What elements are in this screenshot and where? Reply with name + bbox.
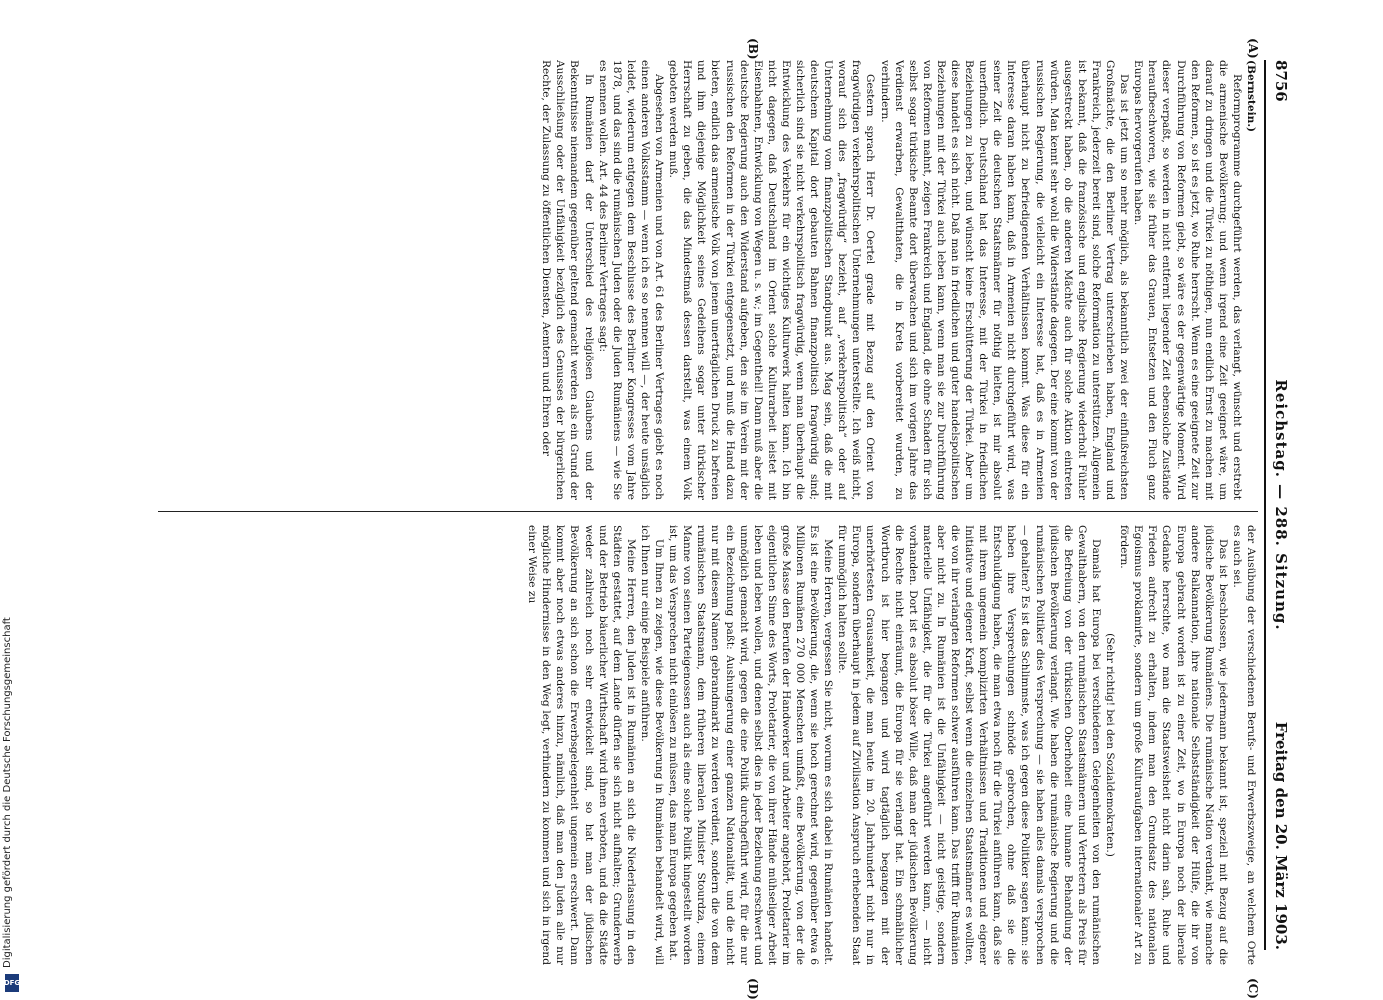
column-divider — [158, 511, 1258, 512]
paragraph: Meine Herren, vergessen Sie nicht, worum es sich dabei in Rumänien handelt. Es ist eine Bevölkerung, die, wenn sie hoch gerechnet wird, gegenüber etwa 6 Millionen Rumänen 270 000 Menschen umfaßt, eine Bevölkerung, von der die große Masse den Berufen der Handwerker und Arbeiter angehört, Proletarier im eigentlichen Sinne des Worts, Proletarier, die von ihrer Hände mühseliger Arbeit leben und leben wollen, und denen selbst dies in jeder Beziehung erschwert und unmöglich gemacht wird, gegen die eine Politik durchgeführt wird, für die nur ein Bezeichnung paßt: Aushungerung einer ganzen Nationalität, und die nicht nur mit diesem Namen gebrandmarkt zu werden verdient, sondern die von dem rumänischen Staatsmann, dem früheren liberalen Minister Stourdza, einem Manne von seinen Parteigenossen auch als eine solche Politik hingestellt worden ist, um das Versprechen nicht einlösen zu müssen, das man Europa gegeben hat. — [667, 525, 835, 965]
page-number: 8756 — [1272, 60, 1290, 102]
interjection: (Sehr richtig! bei den Sozialdemokraten.) — [1104, 633, 1117, 857]
scanned-page — [60, 30, 1300, 1000]
left-column — [158, 60, 1258, 500]
paragraph: Damals hat Europa bei verschiedenen Gelegenheiten von den rumänischen Gewalthabern, von den rumänischen Staatsmännern und Vertretern als Preis für die Befreiung von der türkischen Oberhoheit eine humane Behandlung der jüdischen Bevölkerung verlangt. Wie haben die rumänische Regierung und die rumänischen Politiker dies Versprechung — sie haben alles damals versprochen — gehalten? Es ist das Schlimmste, was ich gegen diese Politiker sagen kann: sie haben ihre Versprechungen schnöde gebrochen, ohne daß sie die Entschuldigung haben, die man etwa noch für die Türkei anführen kann, daß sie mit ihrem ungemein komplizirten Verhältnissen und Traditionen und eigener Initiative und eigener Kraft, selbst wenn die einzelnen Staatsmänner es wollten, die von ihr verlangten Reformen schwer ausführen kann. Das trifft für Rumänien aber nicht zu. In Rumänien ist die Unfähigkeit — nicht geistige, sondern materielle Unfähigkeit, die für die Türkei angeführt werden kann, — nicht vorhanden. Dort ist es absolut böser Wille, daß man der jüdischen Bevölkerung die Rechte nicht einräumt, die Europa für sie verlangt hat. Ein schmählicher Wortbruch ist hier begangen und wird tagtäglich begangen mit der unerhörtesten Grausamkeit, die man heute im 20. Jahrhundert nicht nur in Europa, sondern überhaupt in jedem auf Zivilisation Anspruch erhebenden Staat für unmöglich halten sollte. — [836, 525, 1102, 965]
paragraph: Um Ihnen zu zeigen, wie diese Bevölkerung in Rumänien behandelt wird, will ich Ihnen nur einige Beispiele anführen. — [638, 525, 666, 965]
paragraph: Meine Herren, den Juden ist in Rumänien an sich die Niederlassung in den Städten gestattet, auf dem Lande dürfen sie sich nicht aufhalten; Grunderwerb und der Betrieb bäuerlicher Wirthschaft wird ihnen verboten, und da die Städte weder zahlreich noch sehr entwickelt sind, so hat man der jüdischen Bevölkerung an sich schon die Erwerbsgelegenheit ungemein erschwert. Dann kommt aber noch etwas anderes hinzu, nämlich, daß man den Juden alle nur mögliche Hindernisse in den Weg legt, verhindern zu kommen und sich in irgend einer Weise zu — [526, 525, 637, 965]
paragraph: Abgesehen von Armenien und von Art. 61 des Berliner Vertrages giebt es noch einen anderen Volksstamm — wenn ich es so nennen will —, der heute unsäglich leidet, wiederum entgegen dem Beschlusse des Berliner Kongresses vom Jahre 1878, und das sind die rumänischen Juden oder die Juden Rumäniens — wie Sie es nennen wollen. Art. 44 des Berliner Vertrages sagt: — [596, 60, 666, 500]
session-date: Freitag den 20. März 1903. — [1272, 721, 1290, 950]
speaker-label: (Bernstein.) — [1245, 60, 1257, 133]
page-header — [1264, 60, 1292, 950]
paragraph: Das ist beschlossen, wie jedermann bekannt ist, speziell mit Bezug auf die jüdische Bevölkerung Rumäniens. Die rumänische Nation verdankt, wie manche andere Balkannation, ihre nationale Selbstständigkeit der Hülfe, die ihr von Europa gebracht worden ist zu einer Zeit, wo in Europa noch der liberale Gedanke herrschte, wo man die Staatsweisheit nicht darin sah, Ruhe und Frieden aufrecht zu erhalten, indem man den Grundsatz des nationalen Egoismus proklamirte, sondern um große Kulturaufgaben internationaler Art zu fördern. — [1118, 525, 1229, 965]
paragraph: Reformprogramme durchgeführt werden, das verlangt, wünscht und erstrebt die armenische Bevölkerung; und wenn irgend eine Zeit geeignet wäre, um darauf zu dringen und die Türkei zu nöthigen, nun endlich Ernst zu machen mit den Reformen, so ist es jetzt, wo Ruhe herrscht. Wenn es eine geeignete Zeit zur Durchführung von Reformen giebt, so wäre es der gegenwärtige Moment. Wird dieser verpaßt, so werden in nicht entfernt liegender Zeit ebensolche Zustände heraufbeschworen, wie sie früher das Grauen, Entsetzen und den Fluch ganz Europas hervorgerufen haben. — [1132, 60, 1243, 500]
dfg-logo: DFG — [5, 974, 19, 992]
margin-marker-d: (D) — [746, 978, 760, 1000]
digitization-credit — [2, 598, 22, 998]
paragraph: Gestern sprach Herr Dr. Oertel grade mit Bezug auf den Orient von fragwürdigen verkehrspolitischen Unternehmungen unterstellte. Ich weiß nicht, worauf sich dies „fragwürdig“ bezieht, auf „verkehrspolitisch“ oder auf Unternehmung vom finanzpolitischen Standpunkt aus. Mag sein, daß die mit deutschem Kapital dort gebauten Bahnen finanzpolitisch fragwürdig sind; sicherlich sind sie nicht verkehrspolitisch fragwürdig, wenn man überhaupt die Entwicklung des Verkehrs für ein wichtiges Kulturwerk halten kann. Ich bin nicht dagegen, daß Deutschland im Orient solche Kulturarbeit leistet mit Eisenbahnen, Entwicklung von Wegen u. s. w.; im Gegentheil! Dann muß aber die deutsche Regierung auch den Widerstand aufgeben, den sie im Verein mit der russischen den Reformen in der Türkei entgegensetzt, und muß die Hand dazu bieten, endlich das armenische Volk von jenem unerträglichen Druck zu befreien und ihm diejenige Möglichkeit seines Gedeihens sogar unter türkischer Herrschaft zu geben, die das Mindestmaß dessen darstellt, was einem Volk geboten werden muß. — [667, 60, 877, 500]
margin-marker-a: (A) — [1246, 38, 1260, 59]
credit-text: Digitalisierung gefördert durch die Deutsche Forschungsgemeinschaft — [2, 617, 13, 968]
session-title: Reichstag. — 288. Sitzung. — [1272, 379, 1290, 631]
margin-marker-c: (C) — [1246, 978, 1260, 999]
paragraph: Das ist jetzt um so mehr möglich, als bekanntlich zwei der einflußreichsten Großmächte, die den Berliner Vertrag unterschrieben haben, England und Frankreich, jederzeit bereit sind, solche Reformation zu unterstützen. Allgemein ist bekannt, daß die französische und englische Regierung wiederholt Fühler ausgestreckt haben, ob die anderen Mächte auch für solche Aktion eintreten würden. Man kennt sehr wohl die Widerstände dagegen. Der eine kommt von der russischen Regierung, die vielleicht ein Interesse hat, daß es in Armenien überhaupt nicht zu befriedigenden Verhältnissen kommt. Was diese für ein Interesse daran haben kann, daß in Armenien nicht durchgeführt wird, was seiner Zeit die deutschen Staatsmänner für nöthig hielten, ist mir absolut unerfindlich. Deutschland hat das Interesse, mit der Türkei in friedlichen Beziehungen zu leben, und wünscht keine Erschütterung der Türkei. Aber um diese handelt es sich nicht. Daß man in friedlichen und guter handelspolitischen Beziehungen mit der Türkei auch leben kann, wenn man sie zur Durchführung von Reformen mahnt, zeigen Frankreich und England, die ohne Schaden für sich selbst sogar türkische Beamte dort überwachen und sich im vorigen Jahre das Verdienst erwarben, Gewaltthaten, die in Kreta vorbereitet wurden, zu verhindern. — [878, 60, 1131, 500]
right-column — [158, 525, 1258, 965]
quotation-continued: der Ausübung der verschiedenen Berufs- und Erwerbszweige, an welchem Orte es auch sei. — [1230, 525, 1257, 965]
quotation: In Rumänien darf der Unterschied des religiösen Glaubens und der Bekenntnisse niemandem gegenüber geltend gemacht werden als ein Grund der Ausschließung oder der Unfähigkeit bezüglich des Genusses der bürgerlichen Rechte, der Zulassung zu öffentlichen Diensten, Aemtern und Ehren oder — [540, 60, 595, 500]
margin-marker-b: (B) — [746, 38, 760, 60]
